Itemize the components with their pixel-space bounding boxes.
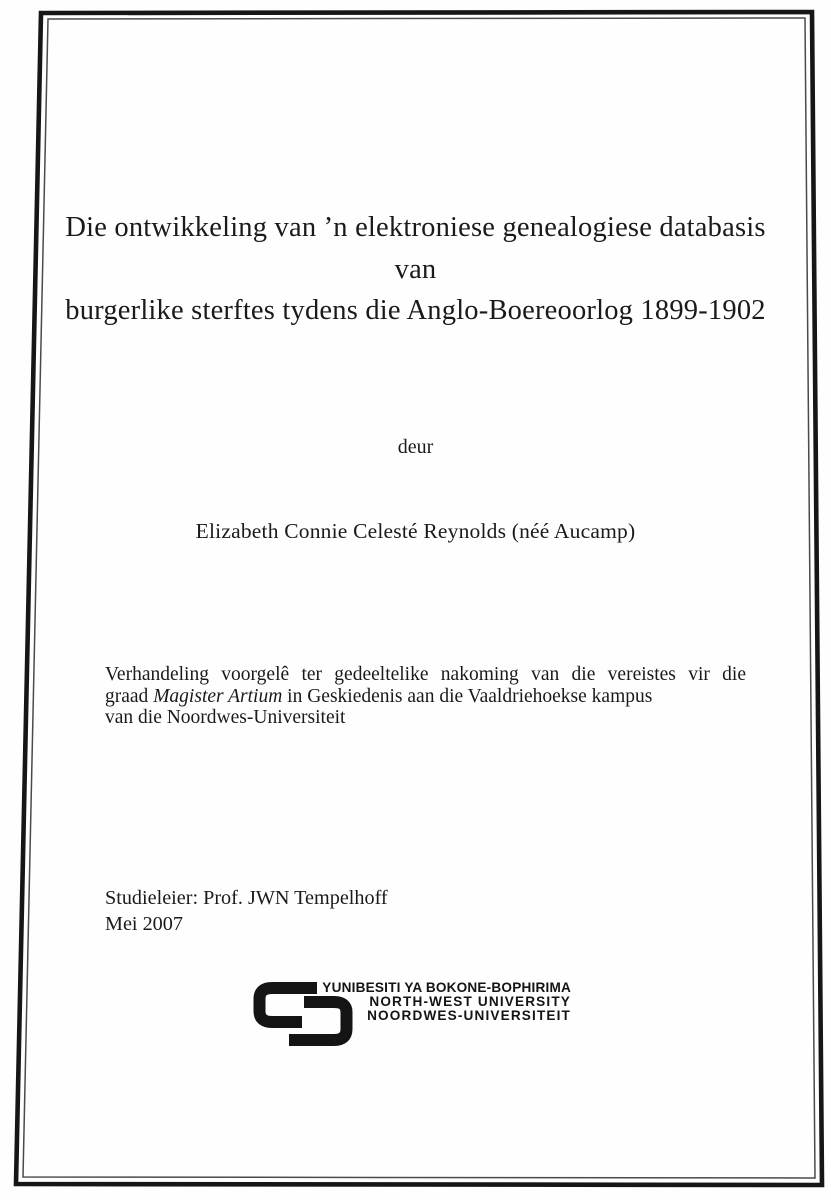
statement-line-2 (105, 686, 746, 708)
supervisor-line: Studieleier: Prof. JWN Tempelhoff (105, 887, 388, 909)
byline-label: deur (397, 436, 434, 458)
statement-line-1: Verhandeling voorgelê ter gedeeltelike nakoming van die vereistes vir die (105, 664, 746, 685)
supervisor-block (105, 886, 388, 937)
date-line: Mei 2007 (105, 912, 183, 935)
logo-line-afrikaans: NOORDWES-UNIVERSITEIT (367, 1008, 571, 1024)
statement-line-3: van die Noordwes-Universiteit (105, 707, 346, 729)
title-line-1: Die ontwikkeling van ’n elektroniese genealogiese databasis van (65, 212, 766, 285)
logo-line-english: NORTH-WEST UNIVERSITY (369, 994, 571, 1010)
submission-statement (105, 664, 746, 729)
nwu-logo-wordmark (320, 981, 571, 1023)
nwu-logo (253, 979, 583, 1051)
statement-line-2-before: graad (105, 685, 154, 707)
dissertation-title (50, 207, 781, 332)
title-line-2: burgerlike sterftes tydens die Anglo-Boereoorlog 1899-1902 (65, 295, 766, 326)
logo-line-setswana: YUNIBESITI YA BOKONE-BOPHIRIMA (322, 980, 571, 995)
degree-name-italic: Magister Artium (153, 685, 283, 707)
statement-line-2-after: in Geskiedenis aan die Vaaldriehoekse kampus (282, 685, 653, 707)
author-name: Elizabeth Connie Celesté Reynolds (néé Aucamp) (195, 519, 636, 543)
